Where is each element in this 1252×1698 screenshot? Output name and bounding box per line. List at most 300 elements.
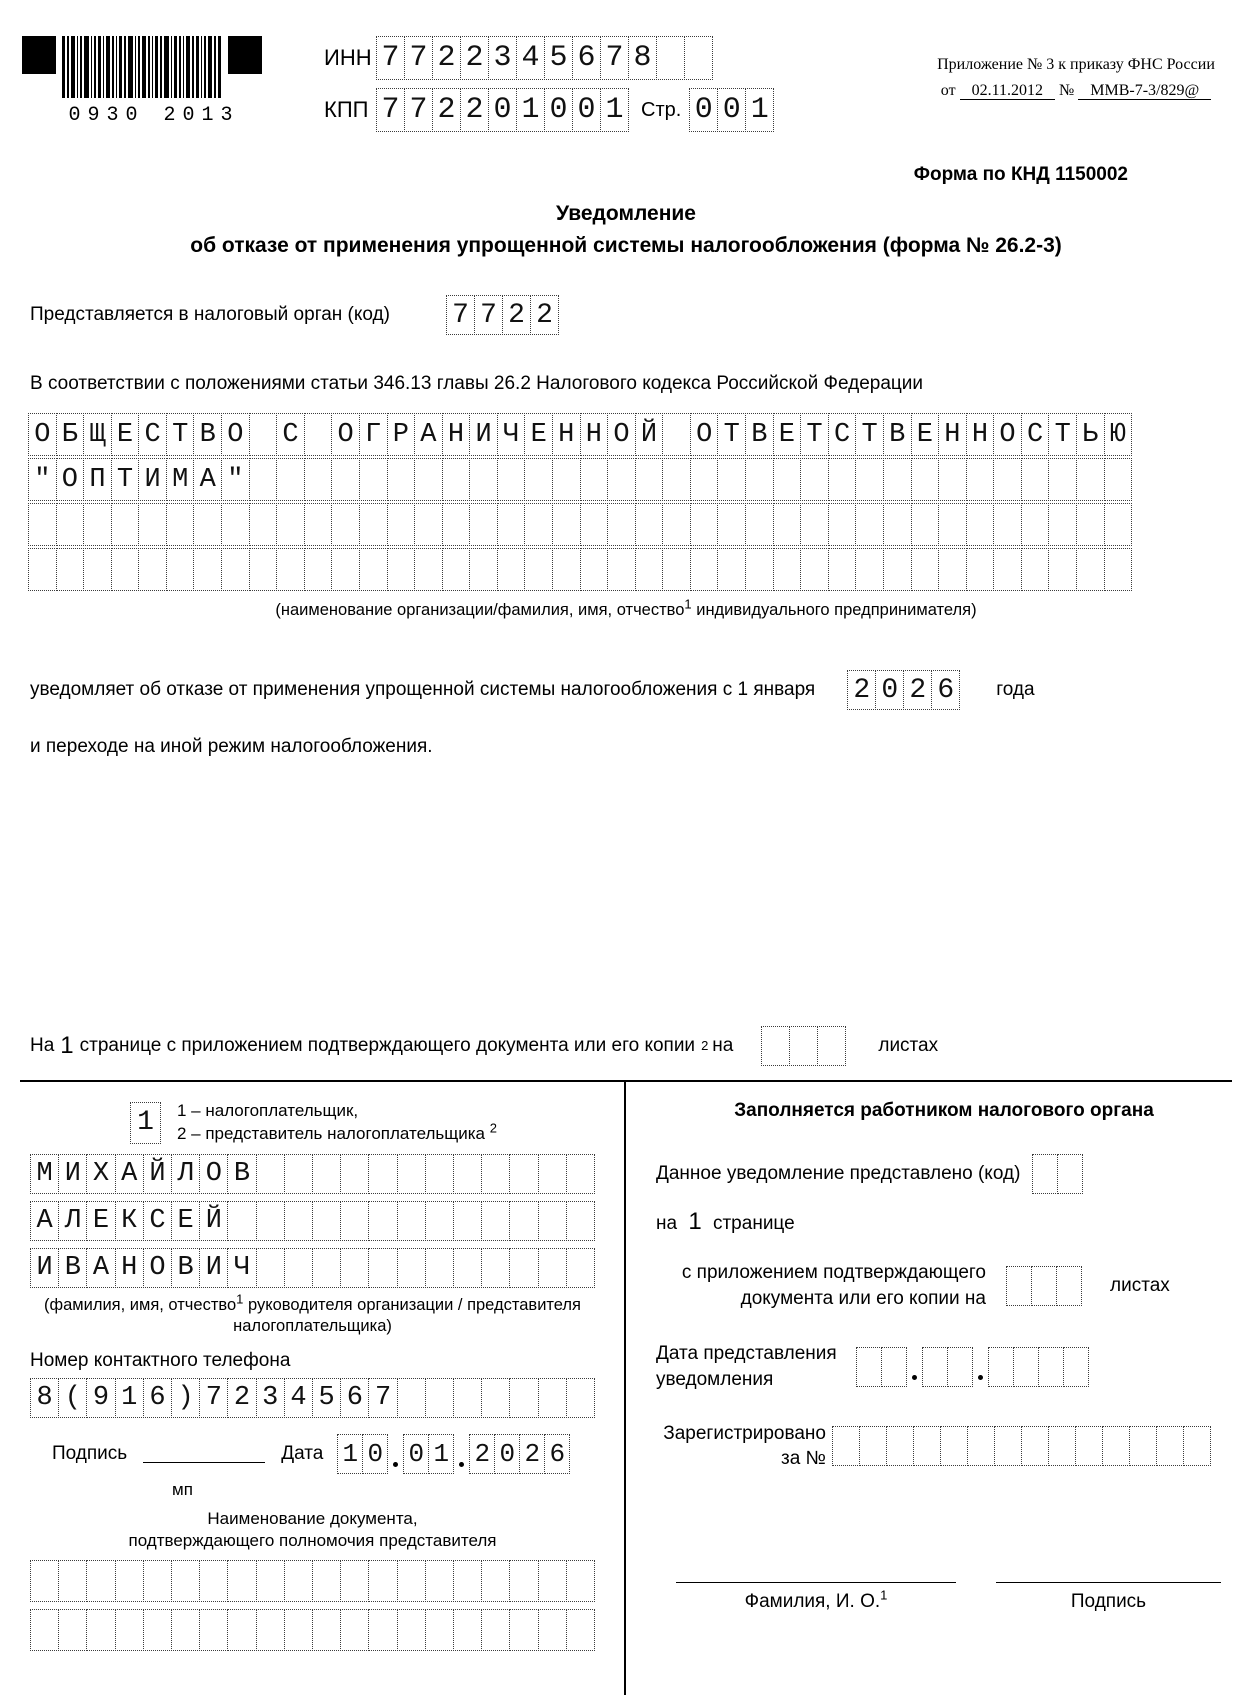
appendix-date: 02.11.2012 (960, 82, 1055, 100)
cell (966, 458, 995, 501)
cell (967, 1426, 995, 1466)
cell: Н (552, 413, 581, 456)
cell (1021, 1426, 1049, 1466)
cell (340, 1248, 369, 1288)
cell (922, 1347, 948, 1387)
cell (580, 458, 609, 501)
appendix-note (920, 36, 1232, 103)
cell (856, 1347, 882, 1387)
cell (453, 1248, 482, 1288)
cell: 2 (432, 88, 461, 132)
cell (745, 503, 774, 546)
cell: 7 (404, 36, 433, 80)
cell: 6 (931, 670, 960, 710)
cell (453, 1378, 482, 1418)
cell (524, 458, 553, 501)
cell (249, 458, 278, 501)
cell (115, 1609, 144, 1651)
pages-pre: На (30, 1035, 55, 1056)
cell (717, 548, 746, 591)
date-day-field[interactable] (337, 1434, 388, 1474)
cell: Т (800, 413, 829, 456)
cell (497, 503, 526, 546)
cell: Ю (1104, 413, 1133, 456)
cell: 3 (256, 1378, 285, 1418)
cell (58, 1560, 87, 1602)
appendix-line1: Приложение № 3 к приказу ФНС России (937, 56, 1215, 73)
cell (340, 1609, 369, 1651)
cell (800, 548, 829, 591)
cell: 7 (404, 88, 433, 132)
cell (58, 1609, 87, 1651)
cell (538, 1154, 567, 1194)
cell: Х (86, 1154, 115, 1194)
cell: Ч (497, 413, 526, 456)
cell: 2 (460, 88, 489, 132)
official-sign-block (996, 1582, 1221, 1613)
cell (1076, 458, 1105, 501)
cell (442, 503, 471, 546)
cell: Н (115, 1248, 144, 1288)
cell (509, 1378, 538, 1418)
pages-row: На 1 странице с приложением подтверждающего документа или его копии 2 на листах (30, 1026, 1252, 1066)
cell: Т (111, 458, 140, 501)
submission-date-label-line2: уведомления (656, 1368, 774, 1390)
tax-authority-code-field[interactable] (446, 295, 559, 335)
year-field[interactable] (847, 670, 960, 710)
cell: ) (171, 1378, 200, 1418)
cell (690, 548, 719, 591)
cell (717, 458, 746, 501)
cell: В (745, 413, 774, 456)
cell: О (28, 413, 57, 456)
form-title-line2: об отказе от применения упрощенной системы налогообложения (форма № 26.2-3) (190, 233, 1062, 257)
cell (994, 1426, 1022, 1466)
cell (453, 1201, 482, 1241)
cell: 2 (519, 1434, 545, 1474)
cell (111, 548, 140, 591)
cell: Й (143, 1154, 172, 1194)
onpage-num: 1 (688, 1208, 702, 1235)
cell (1048, 458, 1077, 501)
cell: И (30, 1248, 59, 1288)
cell: С (276, 413, 305, 456)
inn-field[interactable] (376, 36, 713, 80)
cell (828, 458, 857, 501)
cell (425, 1248, 454, 1288)
sheets-count-field[interactable] (761, 1026, 846, 1066)
cell: 1 (516, 88, 545, 132)
cell (911, 458, 940, 501)
cell: Е (111, 413, 140, 456)
cell (509, 1560, 538, 1602)
cell (566, 1248, 595, 1288)
cell (481, 1154, 510, 1194)
cell (993, 548, 1022, 591)
registration-mark-right (228, 36, 262, 74)
cell (1048, 503, 1077, 546)
refusal-text: уведомляет об отказе от применения упрощенной системы налогообложения с 1 января (30, 679, 816, 700)
cell (538, 1248, 567, 1288)
tax-office-column (624, 1082, 1232, 1695)
cell (1013, 1347, 1039, 1387)
cell: Т (855, 413, 884, 456)
cell (1057, 1154, 1083, 1194)
cell: Н (938, 413, 967, 456)
cell (442, 458, 471, 501)
cell (509, 1609, 538, 1651)
cell (425, 1560, 454, 1602)
cell (635, 458, 664, 501)
cell (538, 1201, 567, 1241)
cell (509, 1154, 538, 1194)
cell (1031, 1266, 1057, 1306)
cell (881, 1347, 907, 1387)
cell (312, 1609, 341, 1651)
cell (397, 1609, 426, 1651)
cell: П (83, 458, 112, 501)
cell (30, 1609, 59, 1651)
tax-authority-label: Представляется в налоговый орган (код) (30, 304, 390, 325)
cell: 0 (488, 88, 517, 132)
cell: 2 (502, 295, 531, 335)
org-name-row-1[interactable] (28, 413, 1132, 456)
cell (913, 1426, 941, 1466)
cell (227, 1560, 256, 1602)
cell: 0 (717, 88, 746, 132)
registration-label (656, 1421, 826, 1472)
cell (331, 548, 360, 591)
registration-mark-left (22, 36, 56, 74)
cell (425, 1154, 454, 1194)
cell: 2 (847, 670, 876, 710)
barcode-digits: 0930 2013 (68, 104, 240, 127)
cell (111, 503, 140, 546)
applicant-legend-line1: 1 – налогоплательщик, (177, 1101, 359, 1120)
cell (227, 1201, 256, 1241)
cell (552, 548, 581, 591)
firstname-field[interactable] (30, 1201, 595, 1241)
cell: Е (86, 1201, 115, 1241)
cell (86, 1609, 115, 1651)
date-separator-dot (912, 1375, 917, 1380)
cell (387, 503, 416, 546)
submission-date-month-field[interactable] (922, 1347, 973, 1387)
cell (1076, 503, 1105, 546)
org-caption-sup: 1 (684, 596, 692, 612)
cell: 0 (403, 1434, 429, 1474)
date-year-field[interactable] (469, 1434, 570, 1474)
cell (249, 503, 278, 546)
cell (1056, 1266, 1082, 1306)
cell (304, 458, 333, 501)
cell: А (86, 1248, 115, 1288)
cell (662, 413, 691, 456)
cell (312, 1201, 341, 1241)
cell (662, 503, 691, 546)
cell (276, 548, 305, 591)
attachment-label-line1: с приложением подтверждающего (681, 1262, 986, 1283)
official-name-label-text: Фамилия, И. О. (744, 1590, 881, 1612)
cell (397, 1560, 426, 1602)
cell: 3 (488, 36, 517, 80)
onpage-line (656, 1208, 1232, 1236)
cell (340, 1560, 369, 1602)
cell: С (1021, 413, 1050, 456)
kpp-field[interactable] (376, 88, 629, 132)
submitted-code-field[interactable] (1032, 1154, 1083, 1194)
cell (993, 458, 1022, 501)
cell: О (331, 413, 360, 456)
cell: И (199, 1248, 228, 1288)
cell: 6 (572, 36, 601, 80)
cell (1102, 1426, 1130, 1466)
cell (497, 458, 526, 501)
registration-label-line1: Зарегистрировано (663, 1422, 826, 1444)
cell (387, 458, 416, 501)
form-header (0, 0, 1252, 140)
onpage-post: странице (712, 1213, 795, 1234)
cell: Щ (83, 413, 112, 456)
cell (143, 1560, 172, 1602)
cell: 1 (428, 1434, 454, 1474)
cell: Й (635, 413, 664, 456)
cell (690, 503, 719, 546)
cell: 0 (494, 1434, 520, 1474)
cell: Н (580, 413, 609, 456)
cell (331, 503, 360, 546)
cell: Р (387, 413, 416, 456)
cell (817, 1026, 846, 1066)
cell (538, 1378, 567, 1418)
cell: 7 (376, 88, 405, 132)
cell: 2 (469, 1434, 495, 1474)
cell: К (115, 1201, 144, 1241)
cell (304, 413, 333, 456)
attachment-sheets-field[interactable] (1006, 1266, 1082, 1306)
date-label: Дата (281, 1442, 324, 1464)
cell: О (607, 413, 636, 456)
official-name-block (676, 1582, 956, 1613)
authority-doc-row-1[interactable] (30, 1560, 595, 1602)
statute-line: В соответствии с положениями статьи 346.13 главы 26.2 Налогового кодекса Российской Федерации (30, 373, 924, 394)
cell (425, 1378, 454, 1418)
stamp-placeholder: мп (172, 1479, 193, 1499)
phone-label: Номер контактного телефона (30, 1349, 291, 1371)
cell: Е (171, 1201, 200, 1241)
authority-doc-row-2[interactable] (30, 1609, 595, 1651)
cell (284, 1154, 313, 1194)
refusal-line2: и переходе на иной режим налогообложения. (30, 736, 433, 757)
cell: А (30, 1201, 59, 1241)
cell (166, 503, 195, 546)
cell (538, 1609, 567, 1651)
cell (171, 1560, 200, 1602)
barcode-block (22, 36, 304, 127)
cell: 2 (227, 1378, 256, 1418)
cell (442, 548, 471, 591)
cell: 2 (432, 36, 461, 80)
cell (425, 1609, 454, 1651)
cell (249, 413, 278, 456)
cell (221, 503, 250, 546)
cell: " (28, 458, 57, 501)
cell (199, 1609, 228, 1651)
cell: Т (717, 413, 746, 456)
cell (340, 1201, 369, 1241)
cell (607, 503, 636, 546)
applicant-legend-sup: 2 (489, 1120, 497, 1136)
cell (193, 548, 222, 591)
registration-number-field[interactable] (832, 1426, 1211, 1466)
cell (304, 503, 333, 546)
cell (1104, 548, 1133, 591)
cell (453, 1154, 482, 1194)
cell: ( (58, 1378, 87, 1418)
submitted-row (656, 1154, 1232, 1194)
cell: Е (773, 413, 802, 456)
cell: 8 (628, 36, 657, 80)
cell (988, 1347, 1014, 1387)
cell (256, 1560, 285, 1602)
kpp-label: КПП (324, 97, 369, 122)
cell (368, 1154, 397, 1194)
cell (1104, 503, 1133, 546)
cell (761, 1026, 790, 1066)
official-name-label (676, 1587, 956, 1613)
cell (1021, 458, 1050, 501)
cell (481, 1201, 510, 1241)
cell: Т (166, 413, 195, 456)
cell: О (199, 1154, 228, 1194)
cell (83, 503, 112, 546)
fio-caption-post: руководителя организации / представителя (243, 1295, 581, 1314)
cell: И (58, 1154, 87, 1194)
cell (28, 503, 57, 546)
cell: И (138, 458, 167, 501)
cell (509, 1201, 538, 1241)
cell (143, 1609, 172, 1651)
signature-label: Подпись (52, 1442, 128, 1464)
cell (276, 458, 305, 501)
cell (193, 503, 222, 546)
attachment-label (656, 1260, 986, 1311)
cell (1104, 458, 1133, 501)
bottom-section (20, 1080, 1232, 1695)
applicant-code-field[interactable] (130, 1102, 161, 1144)
date-month-field[interactable] (403, 1434, 454, 1474)
cell: 6 (340, 1378, 369, 1418)
form-title-line1: Уведомление (555, 202, 696, 225)
cell: М (30, 1154, 59, 1194)
cell (1156, 1426, 1184, 1466)
cell (745, 548, 774, 591)
org-name-row-4[interactable] (28, 548, 1132, 591)
cell: А (193, 458, 222, 501)
cell (552, 458, 581, 501)
cell: Г (359, 413, 388, 456)
cell (883, 503, 912, 546)
cell (453, 1609, 482, 1651)
cell (469, 458, 498, 501)
cell (368, 1201, 397, 1241)
cell (855, 548, 884, 591)
cell (940, 1426, 968, 1466)
cell (855, 503, 884, 546)
attachment-row (656, 1260, 1232, 1311)
cell: 0 (544, 88, 573, 132)
submission-date-day-field[interactable] (856, 1347, 907, 1387)
cell (368, 1609, 397, 1651)
official-name-line[interactable] (676, 1582, 956, 1583)
patronymic-field[interactable] (30, 1248, 595, 1288)
cell: " (221, 458, 250, 501)
org-name-grid (28, 413, 1132, 591)
cell (773, 548, 802, 591)
cell: И (469, 413, 498, 456)
cell (911, 548, 940, 591)
cell: Й (199, 1201, 228, 1241)
cell (56, 503, 85, 546)
applicant-legend-line2: 2 – представитель налогоплательщика (177, 1123, 485, 1143)
cell: Е (911, 413, 940, 456)
cell (497, 548, 526, 591)
cell: О (690, 413, 719, 456)
cell (800, 503, 829, 546)
cell (312, 1560, 341, 1602)
cell (331, 458, 360, 501)
cell (481, 1378, 510, 1418)
org-name-row-2[interactable] (28, 458, 1132, 501)
page-number-field[interactable] (689, 88, 774, 132)
cell (221, 548, 250, 591)
official-sign-label: Подпись (1070, 1590, 1147, 1612)
cell: А (414, 413, 443, 456)
cell (859, 1426, 887, 1466)
org-name-row-3[interactable] (28, 503, 1132, 546)
cell (566, 1560, 595, 1602)
cell (1063, 1347, 1089, 1387)
official-sign-line[interactable] (996, 1582, 1221, 1583)
submission-date-row (656, 1341, 1232, 1392)
cell: 5 (544, 36, 573, 80)
sheets-suffix: листах (878, 1035, 939, 1056)
phone-field[interactable] (30, 1378, 595, 1418)
cell: Л (58, 1201, 87, 1241)
cell (414, 503, 443, 546)
cell (662, 458, 691, 501)
submission-date-label-line1: Дата представления (656, 1343, 837, 1365)
date-field (337, 1434, 570, 1474)
cell (662, 548, 691, 591)
cell (745, 458, 774, 501)
cell (635, 503, 664, 546)
cell: 8 (30, 1378, 59, 1418)
cell (566, 1378, 595, 1418)
cell: 1 (337, 1434, 363, 1474)
cell (28, 548, 57, 591)
signature-line[interactable] (143, 1444, 265, 1463)
surname-field[interactable] (30, 1154, 595, 1194)
official-name-label-sup: 1 (880, 1587, 888, 1603)
year-suffix: года (996, 679, 1035, 700)
fio-caption-sup: 1 (236, 1291, 244, 1307)
cell (481, 1248, 510, 1288)
submission-date-year-field[interactable] (988, 1347, 1089, 1387)
signature-date-row (52, 1434, 624, 1474)
cell (1075, 1426, 1103, 1466)
submission-date-label (656, 1341, 856, 1392)
